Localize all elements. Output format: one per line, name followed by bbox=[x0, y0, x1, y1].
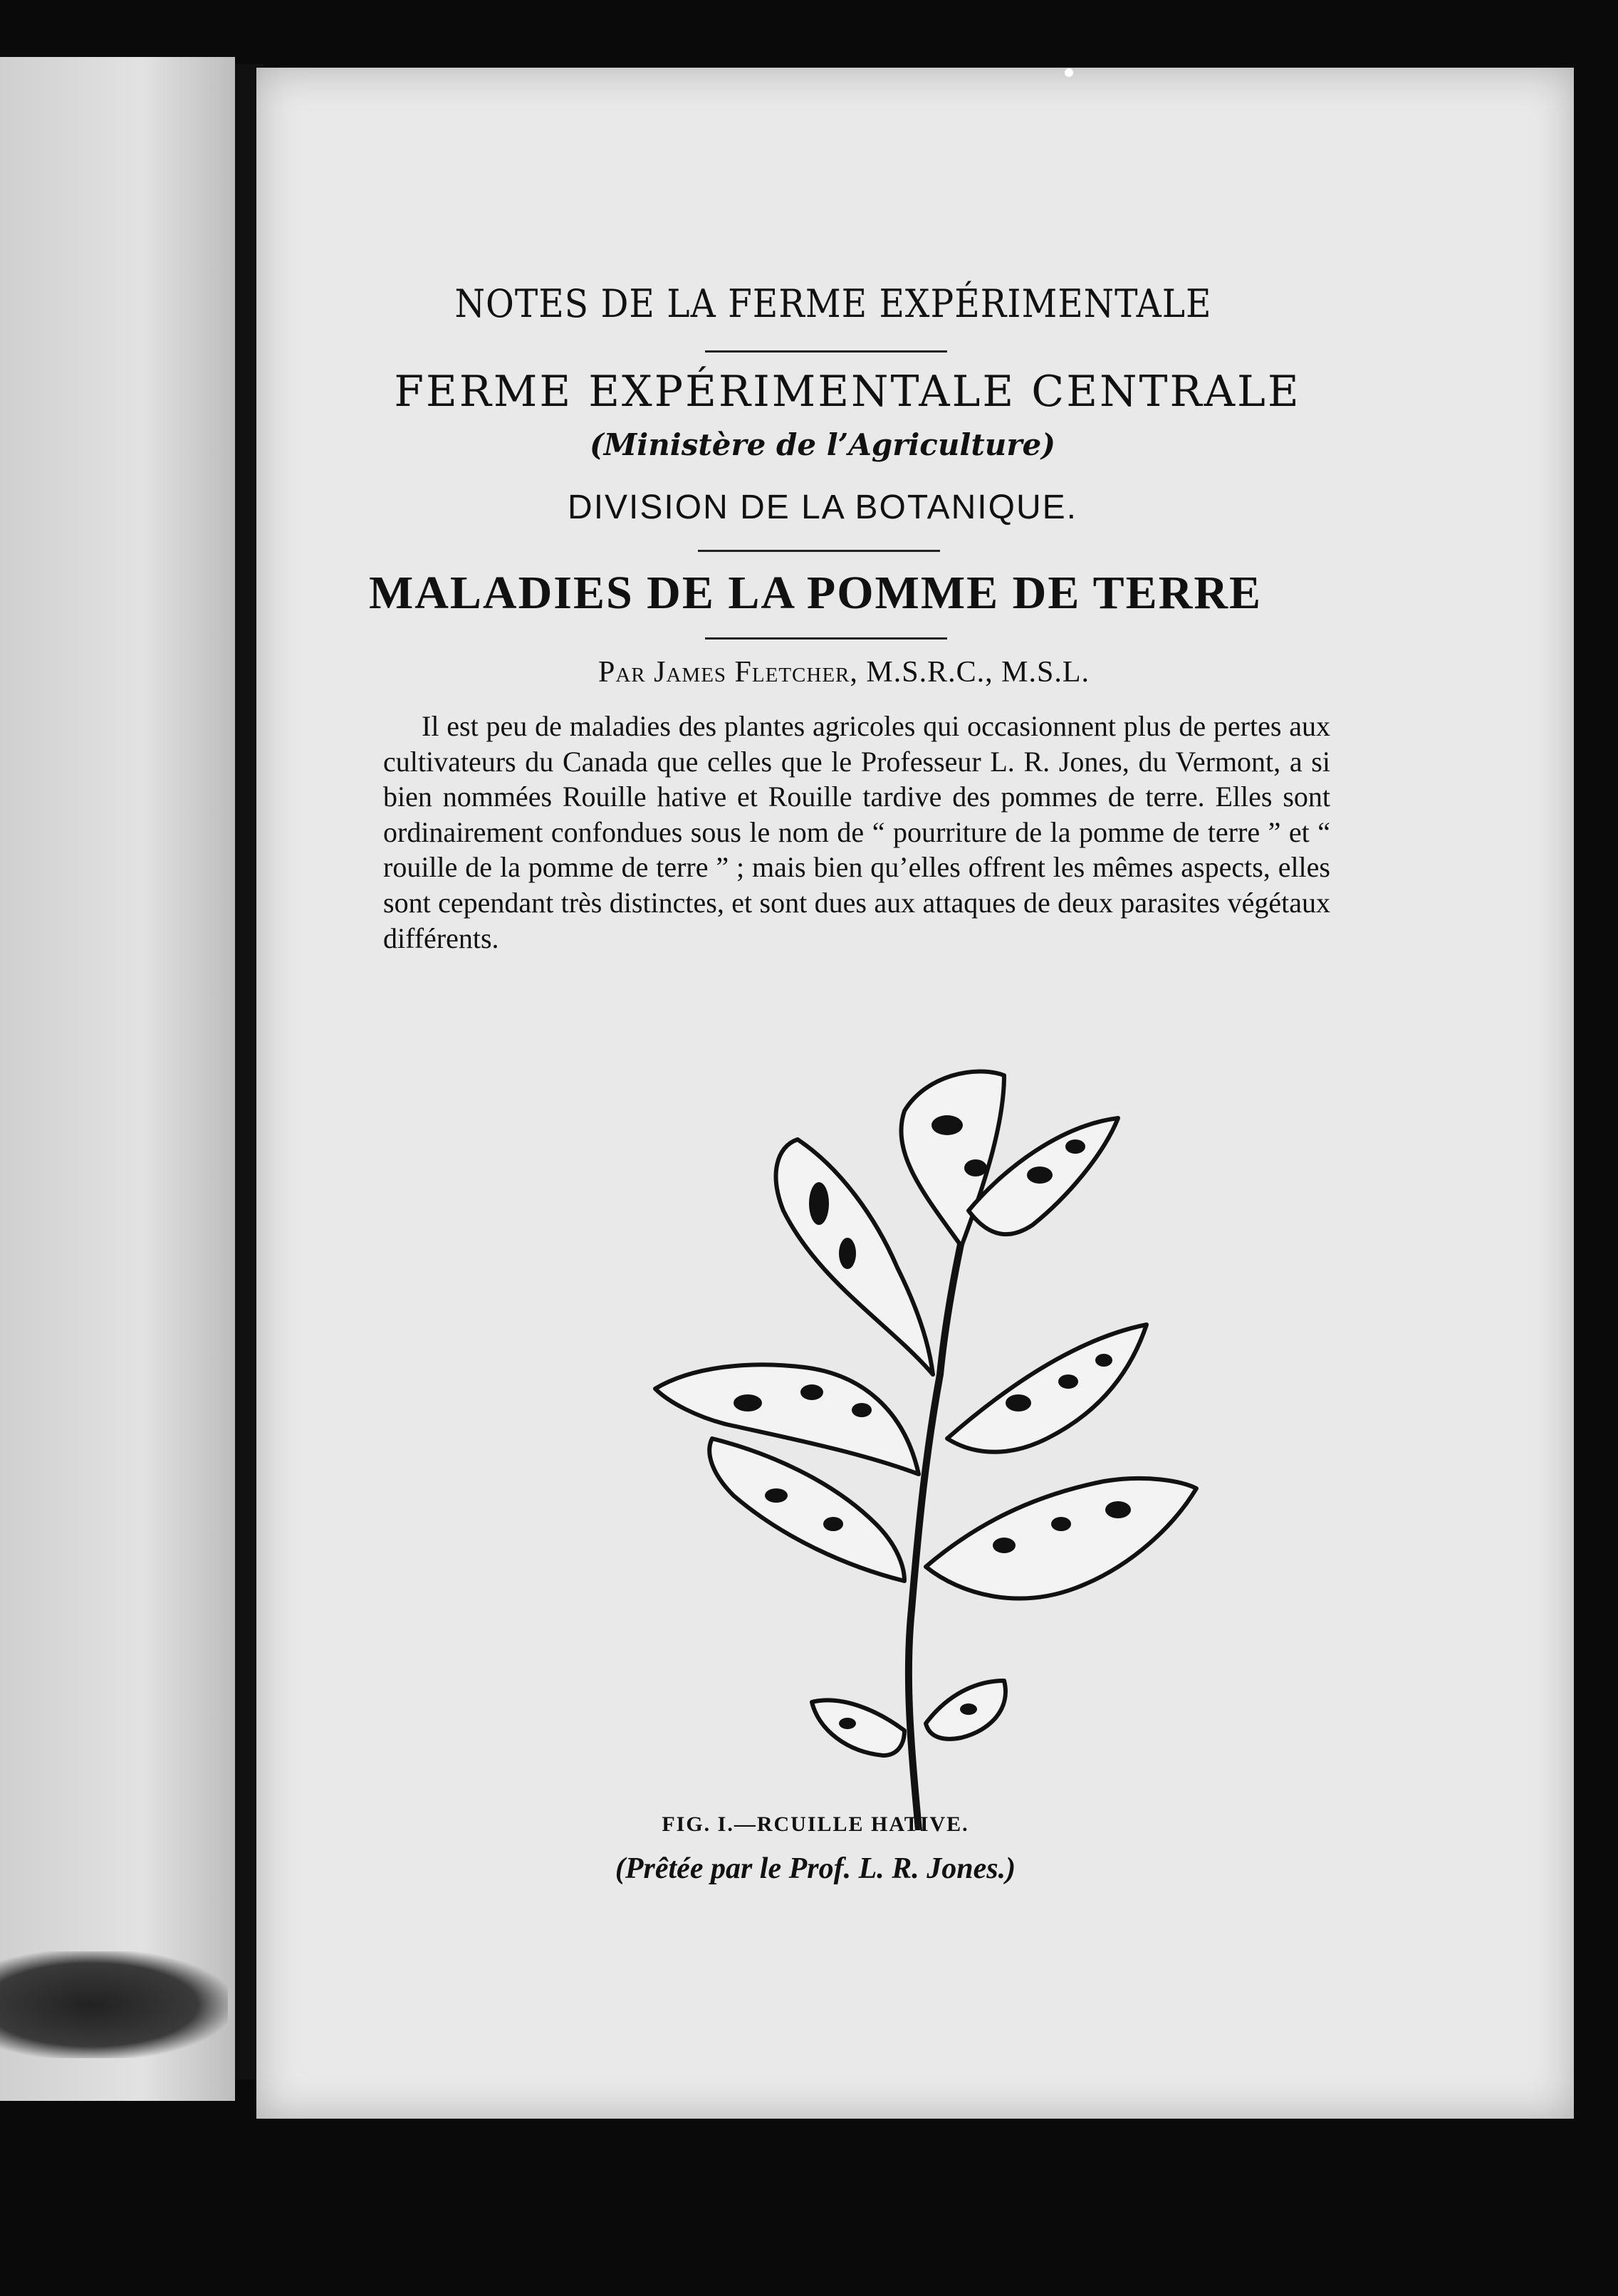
page-title: MALADIES DE LA POMME DE TERRE bbox=[368, 567, 1263, 619]
document-page bbox=[256, 68, 1574, 2119]
potato-plant-illustration bbox=[605, 1068, 1261, 1830]
author-byline: Par James Fletcher, M.S.R.C., M.S.L. bbox=[598, 656, 1090, 689]
body-paragraph: Il est peu de maladies des plantes agricoles qui occasionnent plus de pertes aux cultivateurs du Canada que celles que le Professeur L. R. Jones, du Vermont, a si bien nommées Rouille hative et Rouille tardive des pommes de terre. Elles sont ordinairement confondues sous le nom de “ pourriture de la pomme de terre ” et “ rouille de la pomme de terre ” ; mais bien qu’elles offrent les mêmes aspects, elles sont cependant très distinctes, et sont dues aux attaques de deux parasites végétaux différents. bbox=[383, 710, 1330, 954]
series-heading: NOTES DE LA FERME EXPÉRIMENTALE bbox=[454, 281, 1212, 326]
figure-credit: (Prêtée par le Prof. L. R. Jones.) bbox=[615, 1852, 1016, 1885]
paper-speck bbox=[1065, 68, 1073, 77]
figure-caption: FIG. I.—RCUILLE HATIVE. bbox=[662, 1812, 969, 1836]
facing-page-edge bbox=[0, 57, 235, 2101]
divider-rule bbox=[698, 550, 940, 552]
divider-rule bbox=[705, 637, 947, 640]
divider-rule bbox=[705, 350, 947, 353]
ministry-subheading: (Ministère de l’Agriculture) bbox=[589, 427, 1056, 462]
division-heading: DIVISION DE LA BOTANIQUE. bbox=[568, 489, 1077, 526]
institution-heading: FERME EXPÉRIMENTALE CENTRALE bbox=[394, 367, 1301, 417]
ink-stain bbox=[0, 1951, 228, 2058]
